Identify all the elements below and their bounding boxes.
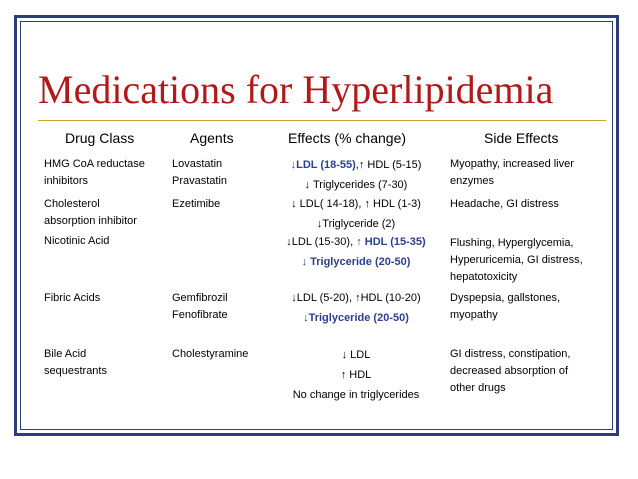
side-effects-cell: GI distress, constipation, decreased absorption of other drugs <box>450 348 571 394</box>
title-rule <box>38 120 606 121</box>
drug-class-cell: Cholesterol absorption inhibitor <box>44 198 137 227</box>
effects-cell: ↓ LDL( 14-18), ↑ HDL (1-3) ↓Triglyceride (2) <box>291 198 421 230</box>
drug-class-cell: HMG CoA reductase inhibitors <box>44 158 145 187</box>
header-side-effects: Side Effects <box>484 130 559 146</box>
effects-cell: ↓ LDL ↑ HDL No change in triglycerides <box>292 349 420 401</box>
effects-cell: ↓LDL (5-20), ↑HDL (10-20) ↓Triglyceride (20-50) <box>291 292 421 324</box>
drug-class-cell: Fibric Acids <box>44 292 101 304</box>
side-effects-cell: Dyspepsia, gallstones, myopathy <box>450 292 561 321</box>
agents-cell: Lovastatin Pravastatin <box>172 158 228 187</box>
agents-cell: Cholestyramine <box>172 348 249 360</box>
agents-cell: Gemfibrozil Fenofibrate <box>172 292 228 321</box>
drug-class-cell: Nicotinic Acid <box>44 235 110 247</box>
slide-title: Medications for Hyperlipidemia <box>38 67 554 112</box>
drug-class-cell: Bile Acid sequestrants <box>44 348 107 377</box>
side-effects-cell: Headache, GI distress <box>450 198 559 210</box>
agents-cell: Ezetimibe <box>172 198 221 210</box>
header-agents: Agents <box>190 130 234 146</box>
side-effects-cell: Myopathy, increased liver enzymes <box>450 158 574 187</box>
effects-cell: ↓LDL (15-30), ↑ HDL (15-35) ↓ Triglyceride (20-50) <box>286 236 426 268</box>
header-effects: Effects (% change) <box>288 130 407 146</box>
header-drug-class: Drug Class <box>65 130 135 146</box>
side-effects-cell: Flushing, Hyperglycemia, Hyperuricemia, GI distress, hepatotoxicity <box>450 237 583 283</box>
effects-cell: ↓LDL (18-55),↑ HDL (5-15) ↓ Triglycerides (7-30) <box>290 159 422 191</box>
